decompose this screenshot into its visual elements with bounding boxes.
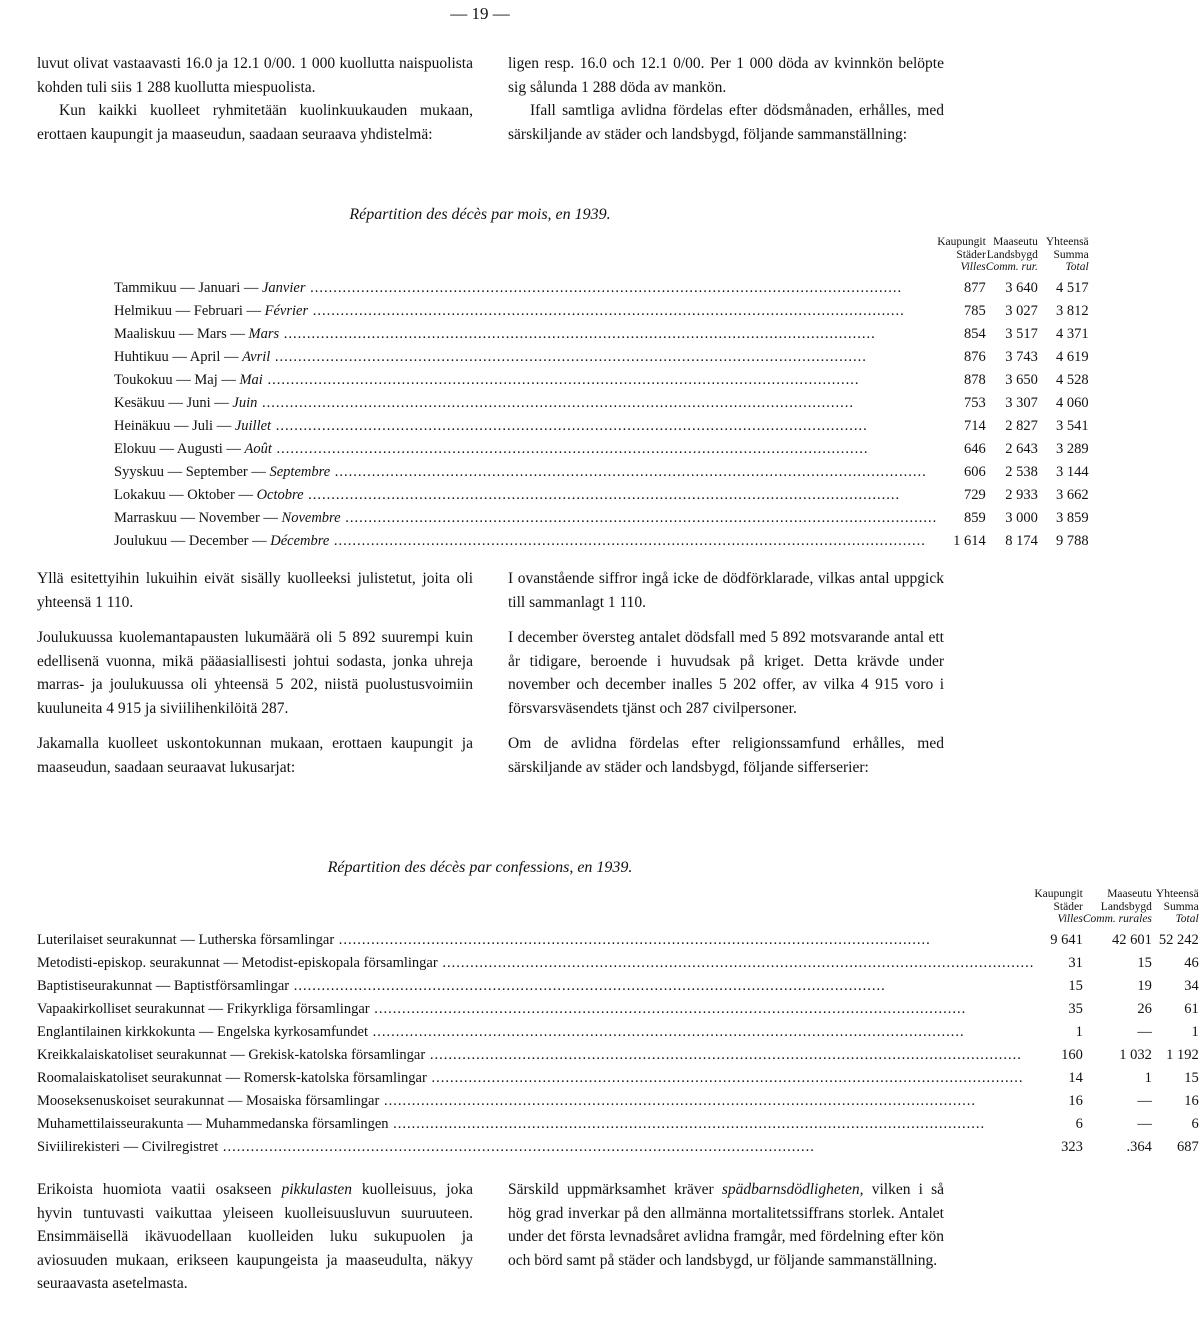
row-label: Mooseksenuskoiset seurakunnat — Mosaiska församlingar ..... <box>37 1087 1034 1110</box>
row-label: Joulukuu — December — Décembre ..... <box>114 527 937 550</box>
cell-total: 15 <box>1184 1069 1199 1086</box>
row-label: Baptistiseurakunnat — Baptistförsamlingar ..... <box>37 972 1034 995</box>
cell-villes: 785 <box>964 302 986 319</box>
row-label: Tammikuu — Januari — Janvier ..... <box>114 274 937 297</box>
paragraph: I december översteg antalet dödsfall med 5 892 motsvarande antal ett år tidigare, beroende i huvudsak på kriget. Detta krävde under november och december inalles 5 202 offer, av vilka 4 915 voro i försvarsväsendets tjänst och 287 civilpersoner. <box>508 629 944 717</box>
table-row <box>37 972 1199 995</box>
emphasis: spädbarnsdödligheten, <box>721 1181 864 1198</box>
cell-rural: 2 538 <box>1005 463 1038 480</box>
paragraph: I ovanstående siffror ingå icke de dödförklarade, vilkas antal uppgick till sammanlagt 1 110. <box>508 570 944 611</box>
cell-rural: — <box>1137 1023 1152 1040</box>
table-row <box>37 1087 1199 1110</box>
cell-villes: 160 <box>1061 1046 1083 1063</box>
cell-total: 687 <box>1176 1138 1199 1155</box>
row-label: Englantilainen kirkkokunta — Engelska kyrkosamfundet ..... <box>37 1018 1034 1041</box>
table-row <box>37 1110 1199 1133</box>
cell-total: 3 289 <box>1056 440 1089 457</box>
table-row <box>114 481 1089 504</box>
cell-rural: 42 601 <box>1112 931 1152 948</box>
cell-rural: 3 650 <box>1005 371 1038 388</box>
col-header: Yhteensä Summa Total <box>1045 236 1089 273</box>
cell-villes: 9 641 <box>1050 931 1083 948</box>
cell-total: 3 662 <box>1056 486 1089 503</box>
row-label: Helmikuu — Februari — Février ..... <box>114 297 937 320</box>
paragraph: Yllä esitettyihin lukuihin eivät sisälly kuolleeksi julistetut, joita oli yhteensä 1 110. <box>37 570 473 611</box>
cell-rural: 3 307 <box>1005 394 1038 411</box>
top-left-text <box>37 52 473 158</box>
cell-villes: 606 <box>964 463 986 480</box>
table1-caption: Répartition des décès par mois, en 1939. <box>349 206 611 223</box>
table-row <box>37 1133 1199 1156</box>
cell-rural: 8 174 <box>1005 532 1038 549</box>
mid-right-text <box>508 567 944 791</box>
cell-villes: 15 <box>1068 977 1083 994</box>
table-row <box>114 435 1089 458</box>
cell-villes: 753 <box>964 394 986 411</box>
cell-rural: 3 027 <box>1005 302 1038 319</box>
cell-rural: 26 <box>1137 1000 1152 1017</box>
bottom-right-text <box>508 1178 944 1284</box>
cell-rural: 3 640 <box>1005 279 1038 296</box>
cell-total: 6 <box>1191 1115 1199 1132</box>
cell-total: 1 192 <box>1166 1046 1199 1063</box>
table-row <box>37 995 1199 1018</box>
row-label: Kesäkuu — Juni — Juin ..... <box>114 389 937 412</box>
table-header-row <box>114 236 1089 274</box>
row-label: Luterilaiset seurakunnat — Lutherska församlingar ..... <box>37 926 1034 949</box>
table-row <box>114 527 1089 550</box>
table-row <box>37 949 1199 972</box>
table-row <box>114 297 1089 320</box>
table-row <box>37 1064 1199 1087</box>
cell-rural: 2 827 <box>1005 417 1038 434</box>
row-label: Elokuu — Augusti — Août ..... <box>114 435 937 458</box>
cell-villes: 14 <box>1068 1069 1083 1086</box>
table-confessions <box>37 888 1199 1156</box>
table-row <box>114 343 1089 366</box>
col-header: Kaupungit Städer Villes <box>1034 888 1083 925</box>
paragraph: Jakamalla kuolleet uskontokunnan mukaan, erottaen kaupungit ja maaseudun, saadaan seuraavat lukusarjat: <box>37 735 473 776</box>
cell-villes: 323 <box>1061 1138 1083 1155</box>
cell-villes: 876 <box>964 348 986 365</box>
cell-total: 3 812 <box>1056 302 1089 319</box>
cell-total: 52 242 <box>1158 931 1199 948</box>
cell-villes: 859 <box>964 509 986 526</box>
page-number: — 19 — <box>450 4 510 23</box>
cell-rural: 1 <box>1144 1069 1152 1086</box>
cell-rural: 19 <box>1137 977 1152 994</box>
bottom-left-text <box>37 1178 473 1308</box>
cell-rural: 3 743 <box>1005 348 1038 365</box>
cell-total: 3 144 <box>1056 463 1089 480</box>
cell-rural: — <box>1137 1115 1152 1132</box>
paragraph: luvut olivat vastaavasti 16.0 ja 12.1 0/00. 1 000 kuollutta naispuolista kohden tuli siis 1 288 kuollutta miespuolista. <box>37 55 473 96</box>
cell-rural: 2 643 <box>1005 440 1038 457</box>
cell-villes: 878 <box>964 371 986 388</box>
cell-villes: 6 <box>1075 1115 1083 1132</box>
cell-villes: 35 <box>1068 1000 1083 1017</box>
table-months <box>114 236 1089 550</box>
cell-total: 16 <box>1184 1092 1199 1109</box>
paragraph: Om de avlidna fördelas efter religionssamfund erhålles, med särskiljande av städer och landsbygd, följande sifferserier: <box>508 735 944 776</box>
row-label: Vapaakirkolliset seurakunnat — Frikyrkliga församlingar ..... <box>37 995 1034 1018</box>
cell-villes: 16 <box>1068 1092 1083 1109</box>
cell-rural: 1 032 <box>1119 1046 1152 1063</box>
paragraph: Ifall samtliga avlidna fördelas efter dödsmånaden, erhålles, med särskiljande av städer och landsbygd, följande sammanställning: <box>508 102 944 143</box>
cell-total: 34 <box>1184 977 1199 994</box>
table-row <box>37 926 1199 949</box>
paragraph: Joulukuussa kuolemantapausten lukumäärä oli 5 892 suurempi kuin edellisenä vuonna, mikä pääasiallisesti johtui sodasta, jonka uhreja marras- ja joulukuussa oli yhteensä 5 202, niistä puolustusvoimiin kuuluneita 4 915 ja siviilihenkilöitä 287. <box>37 629 473 717</box>
table-row <box>114 389 1089 412</box>
cell-rural: 3 517 <box>1005 325 1038 342</box>
table-row <box>37 1018 1199 1041</box>
cell-villes: 877 <box>964 279 986 296</box>
cell-total: 61 <box>1184 1000 1199 1017</box>
row-label: Siviilirekisteri — Civilregistret ..... <box>37 1133 1034 1156</box>
row-label: Metodisti-episkop. seurakunnat — Metodist-episkopala församlingar ..... <box>37 949 1034 972</box>
row-label: Huhtikuu — April — Avril ..... <box>114 343 937 366</box>
table-row <box>114 366 1089 389</box>
cell-total: 4 619 <box>1056 348 1089 365</box>
cell-villes: 854 <box>964 325 986 342</box>
table-row <box>114 412 1089 435</box>
row-label: Lokakuu — Oktober — Octobre ..... <box>114 481 937 504</box>
col-header: Maaseutu Landsbygd Comm. rur. <box>985 236 1038 273</box>
cell-rural: .364 <box>1126 1138 1152 1155</box>
table-row <box>37 1041 1199 1064</box>
cell-villes: 646 <box>964 440 986 457</box>
cell-villes: 1 <box>1075 1023 1083 1040</box>
row-label: Marraskuu — November — Novembre ..... <box>114 504 937 527</box>
cell-total: 4 371 <box>1056 325 1089 342</box>
cell-villes: 31 <box>1068 954 1083 971</box>
cell-total: 4 060 <box>1056 394 1089 411</box>
row-label: Kreikkalaiskatoliset seurakunnat — Grekisk-katolska församlingar ..... <box>37 1041 1034 1064</box>
cell-total: 4 528 <box>1056 371 1089 388</box>
table2-caption: Répartition des décès par confessions, en 1939. <box>327 859 633 876</box>
row-label: Muhamettilaisseurakunta — Muhammedanska församlingen ..... <box>37 1110 1034 1133</box>
table-row <box>114 274 1089 297</box>
cell-total: 3 859 <box>1056 509 1089 526</box>
emphasis: pikkulasten <box>281 1181 353 1198</box>
col-header: Kaupungit Städer Villes <box>937 236 986 273</box>
cell-rural: 3 000 <box>1005 509 1038 526</box>
cell-total: 46 <box>1184 954 1199 971</box>
cell-rural: — <box>1137 1092 1152 1109</box>
paragraph: Erikoista huomiota vaatii osakseen pikkulasten kuolleisuus, joka hyvin tuntuvasti vaikuttaa yleiseen kuolleisuusluvun suuruuteen. Ensimmäisellä ikävuodellaan kuolleiden luku sukupuolen ja aviosuuden mukaan, erikseen kaupungeista ja maaseudulta, näkyy seuraavasta asetelmasta. <box>37 1181 473 1292</box>
cell-villes: 714 <box>964 417 986 434</box>
col-header: Yhteensä Summa Total <box>1155 888 1199 925</box>
paragraph: Kun kaikki kuolleet ryhmitetään kuolinkuukauden mukaan, erottaen kaupungit ja maaseudun, saadaan seuraava yhdistelmä: <box>37 102 473 143</box>
top-right-text <box>508 52 944 158</box>
cell-villes: 729 <box>964 486 986 503</box>
cell-total: 1 <box>1191 1023 1199 1040</box>
table-header-row <box>37 888 1199 926</box>
cell-rural: 15 <box>1137 954 1152 971</box>
row-label: Roomalaiskatoliset seurakunnat — Romersk-katolska församlingar ..... <box>37 1064 1034 1087</box>
row-label: Maaliskuu — Mars — Mars ..... <box>114 320 937 343</box>
row-label: Heinäkuu — Juli — Juillet ..... <box>114 412 937 435</box>
row-label: Syyskuu — September — Septembre ..... <box>114 458 937 481</box>
row-label: Toukokuu — Maj — Mai ..... <box>114 366 937 389</box>
mid-left-text <box>37 567 473 791</box>
cell-total: 9 788 <box>1056 532 1089 549</box>
table-row <box>114 320 1089 343</box>
paragraph: ligen resp. 16.0 och 12.1 0/00. Per 1 000 döda av kvinnkön belöpte sig sålunda 1 288 döda av mankön. <box>508 55 944 96</box>
cell-total: 4 517 <box>1056 279 1089 296</box>
cell-total: 3 541 <box>1056 417 1089 434</box>
table-row <box>114 458 1089 481</box>
col-header: Maaseutu Landsbygd Comm. rurales <box>1082 888 1152 925</box>
table-row <box>114 504 1089 527</box>
cell-villes: 1 614 <box>953 532 986 549</box>
paragraph: Särskild uppmärksamhet kräver spädbarnsdödligheten, vilken i så hög grad inverkar på den allmänna mortalitetssiffrans storlek. Antalet under det första levnadsåret avlidna framgår, med fördelning efter kön och börd samt på städer och landsbygd, ur följande sammanställning. <box>508 1181 944 1269</box>
cell-rural: 2 933 <box>1005 486 1038 503</box>
